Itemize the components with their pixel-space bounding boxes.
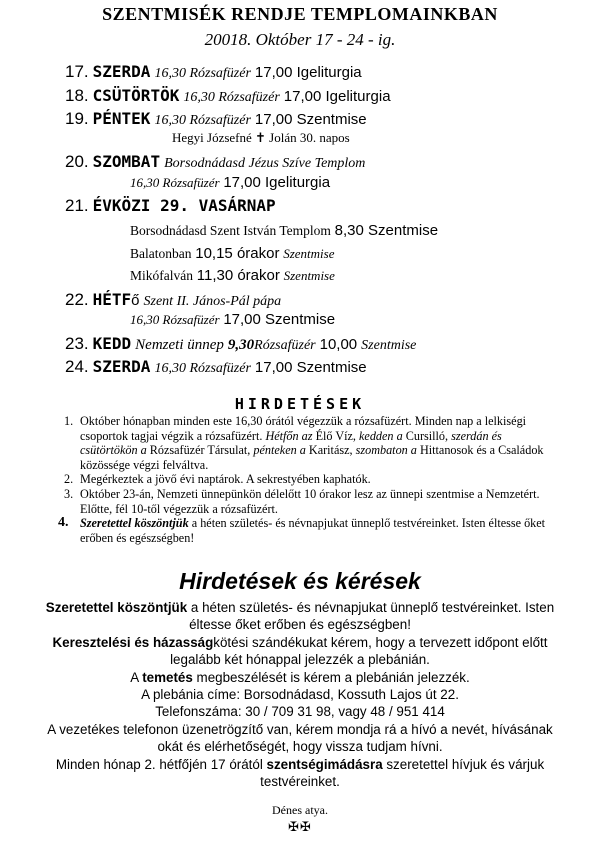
baptism-wedding-paragraph: Keresztelési és házasságkötési szándékukat kérem, hogy a tervezett időpont előtt legalább két hónappal jelezzék a plebánián. [52, 634, 548, 668]
signature: Dénes atya. [272, 803, 328, 817]
schedule-row-19: 19. PÉNTEK 16,30 Rózsafüzér 17,00 Szentmise [65, 109, 367, 128]
day-name: SZERDA [92, 357, 151, 376]
day-name: SZOMBAT [92, 152, 161, 171]
memorial-line: Hegyi Józsefné ✝ Jolán 30. napos [172, 130, 350, 145]
schedule-row-22: 22. HÉTFő Szent II. János-Pál pápa [65, 290, 282, 309]
schedule-row-23: 23. KEDD Nemzeti ünnep 9,30Rózsafüzér 10,00 Szentmise [65, 334, 417, 353]
day-name: HÉTF [92, 290, 132, 309]
day-name: ÉVKÖZI 29. VASÁRNAP [92, 196, 276, 215]
adoration-paragraph: Minden hónap 2. hétfőjén 17 órától szentségimádásra szeretettel hívjuk és várjuk testvéreinket. [55, 756, 545, 790]
schedule-row-22-times: 16,30 Rózsafüzér 17,00 Szentmise [130, 311, 336, 328]
page-title: SZENTMISÉK RENDJE TEMPLOMAINKBAN [102, 4, 498, 24]
notice-item: 3. Október 23-án, Nemzeti ünnepünkön délelőtt 10 órakor lesz az ünnepi szentmise a Nemzetért. Előtte, fél 10-től végezzük a rózsafüzért. [64, 486, 540, 516]
funeral-paragraph: A temetés megbeszélését is kérem a plebánián jelezzék. [130, 669, 470, 685]
date-range: 20018. Október 17 - 24 - ig. [204, 30, 396, 49]
day-name: CSÜTÖRTÖK [92, 86, 180, 105]
cross-icon: ✠✠ [288, 820, 312, 835]
answering-machine-paragraph: A vezetékes telefonon üzenetrögzítő van, kérem mondja rá a hívó a nevét, hívásának okát és elérhetőségét, hogy vissza tudjam hívni. [47, 721, 553, 755]
day-name: PÉNTEK [92, 109, 151, 128]
sunday-line-2: Balatonban 10,15 órakor Szentmise [130, 245, 335, 262]
schedule-row-20-times: 16,30 Rózsafüzér 17,00 Igeliturgia [130, 174, 331, 191]
sunday-line-1: Borsodnádasd Szent István Templom 8,30 Szentmise [130, 222, 439, 239]
notices-list [58, 414, 560, 545]
schedule-row-17: 17. SZERDA 16,30 Rózsafüzér 17,00 Igeliturgia [65, 62, 362, 81]
requests-body [40, 599, 560, 790]
schedule-row-20: 20. SZOMBAT Borsodnádasd Jézus Szíve Templom [65, 152, 366, 171]
notice-item: 1. Október hónapban minden este 16,30 órától végezzük a rózsafüzért. Minden nap a lelkiségi csoportok tagjai végzik a rózsafüzért. Hétfőn az Élő Víz, kedden a Cursilló, szerdán és csütörtökön a Rózsafüzér Társulat, pénteken a Karitász, szombaton a Hittanosok és a Családok közössége végzi felváltva. [64, 414, 544, 472]
schedule-row-18: 18. CSÜTÖRTÖK 16,30 Rózsafüzér 17,00 Igeliturgia [65, 86, 391, 105]
notice-item: 2. Megérkeztek a jövő évi naptárok. A sekrestyében kaphatók. [64, 472, 371, 487]
day-name: KEDD [92, 334, 132, 353]
schedule-row-24: 24. SZERDA 16,30 Rózsafüzér 17,00 Szentmise [65, 357, 367, 376]
greeting-paragraph: Szeretettel köszöntjük a héten születés- és névnapjukat ünneplő testvéreinket. Isten éltesse őket erőben és egészségben! [45, 600, 555, 633]
day-name: SZERDA [92, 62, 151, 81]
notices-heading: HIRDETÉSEK [234, 395, 366, 413]
sunday-line-3: Mikófalván 11,30 órakor Szentmise [130, 267, 335, 284]
address-line: A plebánia címe: Borsodnádasd, Kossuth Lajos út 22. [141, 687, 459, 703]
schedule-row-21: 21. ÉVKÖZI 29. VASÁRNAP [65, 196, 276, 215]
notice-item: 4. Szeretettel köszöntjük a héten születés- és névnapjukat ünneplő testvéreinket. Isten éltesse őket erőben és egészségben! [58, 515, 546, 545]
phone-line: Telefonszáma: 30 / 709 31 98, vagy 48 / 951 414 [155, 704, 445, 720]
requests-heading: Hirdetések és kérések [179, 568, 421, 594]
